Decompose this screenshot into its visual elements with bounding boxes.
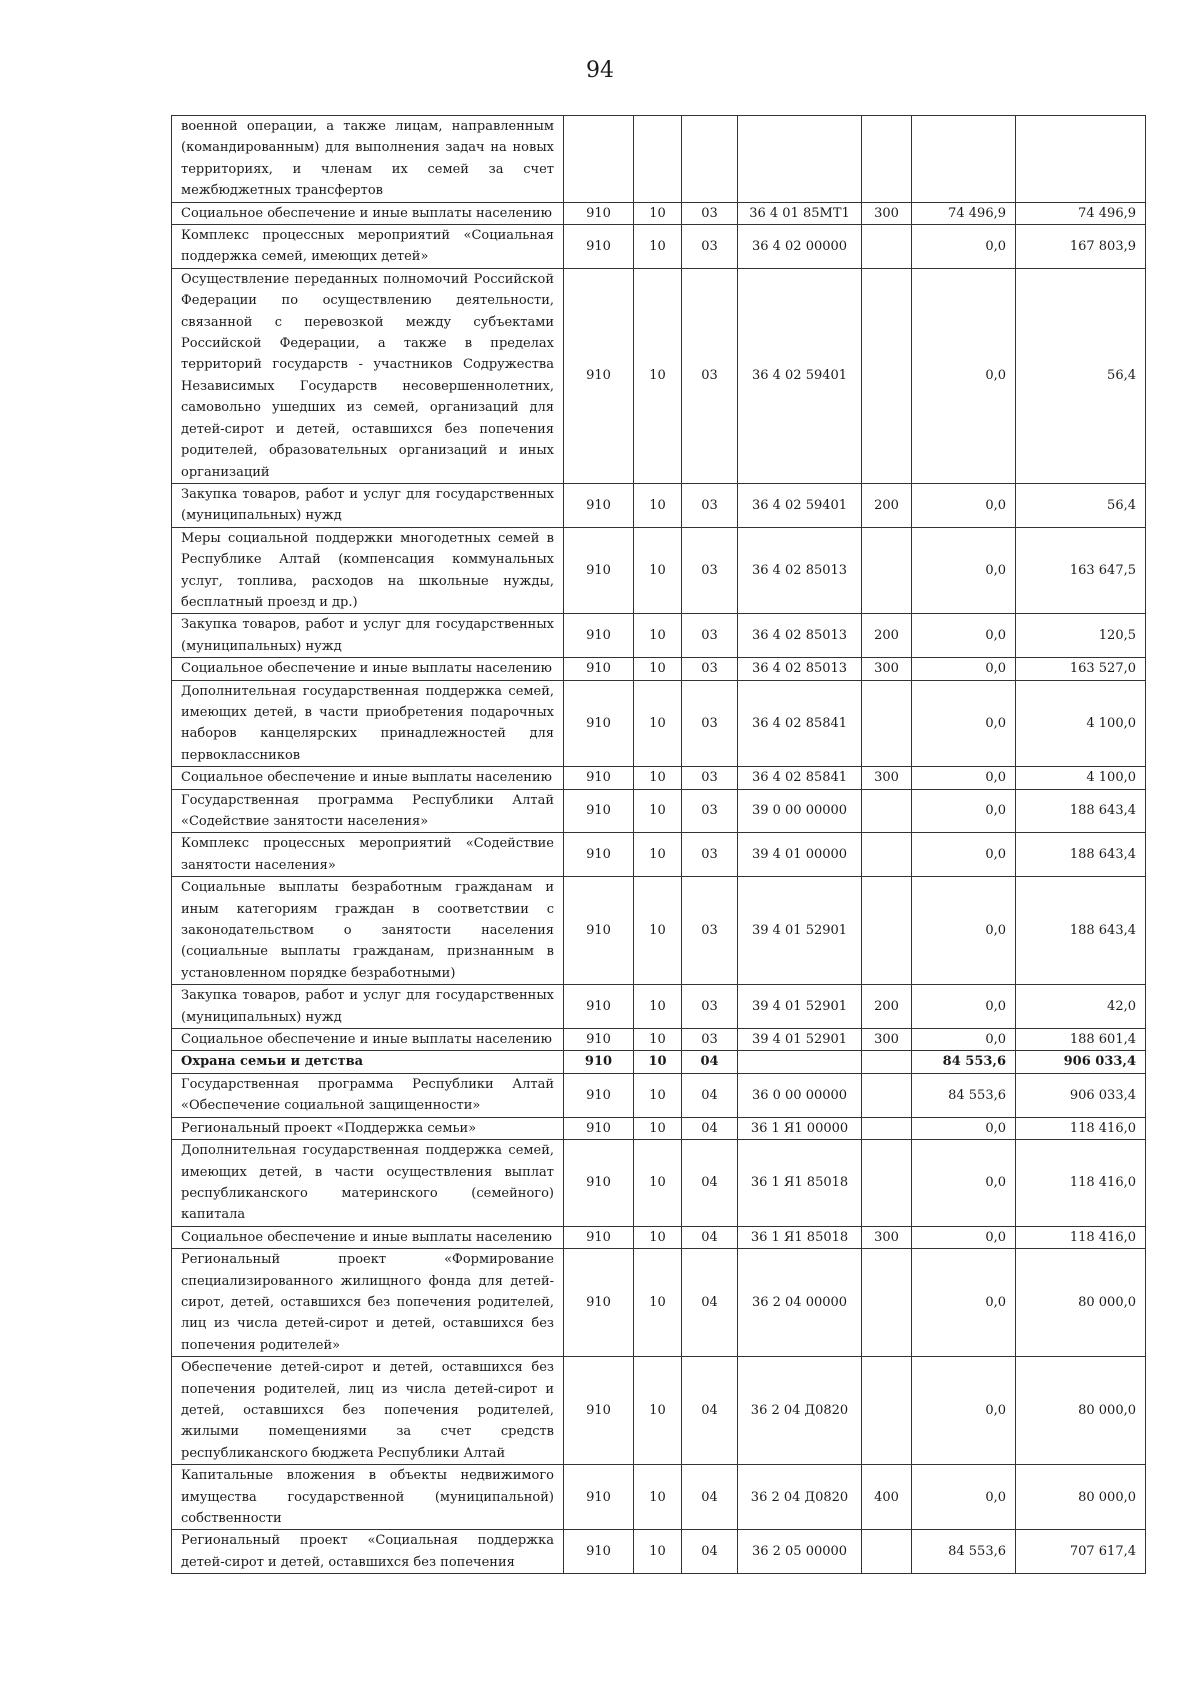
subsection-code: 03 [682,202,738,224]
grbs-code: 910 [564,1029,634,1051]
table-row [172,614,1146,658]
row-name: Обеспечение детей-сирот и детей, оставшихся без попечения родителей, лиц из числа детей-сирот и детей, оставшихся без попечения родителей, жилыми помещениями за счет средств республиканского бюджета Республики Алтай [172,1357,564,1465]
amount-total: 74 496,9 [1016,202,1146,224]
table-row [172,527,1146,614]
target-article-code: 36 4 01 85МТ1 [738,202,862,224]
amount-total: 118 416,0 [1016,1117,1146,1139]
section-code: 10 [634,1226,682,1248]
row-name: Социальное обеспечение и иные выплаты населению [172,658,564,680]
target-article-code: 36 1 Я1 85018 [738,1226,862,1248]
grbs-code: 910 [564,680,634,767]
subsection-code: 03 [682,268,738,483]
section-code: 10 [634,1530,682,1574]
expense-type-code [862,789,912,833]
grbs-code: 910 [564,789,634,833]
subsection-code: 04 [682,1226,738,1248]
amount-federal: 0,0 [912,268,1016,483]
expense-type-code [862,833,912,877]
grbs-code: 910 [564,877,634,985]
row-name: Региональный проект «Формирование специализированного жилищного фонда для детей-сирот, детей, оставшихся без попечения родителей, лиц из числа детей-сирот и детей, оставшихся без попечения родителей» [172,1249,564,1357]
target-article-code: 36 4 02 00000 [738,225,862,269]
section-code: 10 [634,202,682,224]
table-row [172,1029,1146,1051]
row-name: Социальные выплаты безработным гражданам и иным категориям граждан в соответствии с законодательством о занятости населения (социальные выплаты гражданам, признанным в установленном порядке безработными) [172,877,564,985]
grbs-code: 910 [564,1465,634,1530]
amount-total: 80 000,0 [1016,1465,1146,1530]
expense-type-code [862,877,912,985]
section-code: 10 [634,833,682,877]
row-name: Закупка товаров, работ и услуг для государственных (муниципальных) нужд [172,614,564,658]
row-name: Закупка товаров, работ и услуг для государственных (муниципальных) нужд [172,985,564,1029]
target-article-code: 36 1 Я1 00000 [738,1117,862,1139]
table-row [172,483,1146,527]
section-code: 10 [634,658,682,680]
expense-type-code: 200 [862,483,912,527]
expense-type-code [862,1051,912,1073]
table-row [172,680,1146,767]
target-article-code: 36 0 00 00000 [738,1073,862,1117]
subsection-code: 04 [682,1249,738,1357]
section-code: 10 [634,225,682,269]
section-code: 10 [634,1051,682,1073]
grbs-code: 910 [564,767,634,789]
row-name: Государственная программа Республики Алтай «Содействие занятости населения» [172,789,564,833]
amount-federal: 0,0 [912,789,1016,833]
target-article-code: 36 4 02 59401 [738,268,862,483]
amount-federal: 0,0 [912,1357,1016,1465]
amount-total: 163 527,0 [1016,658,1146,680]
subsection-code: 03 [682,658,738,680]
target-article-code: 36 2 04 00000 [738,1249,862,1357]
section-code: 10 [634,268,682,483]
subsection-code: 03 [682,985,738,1029]
section-code: 10 [634,1029,682,1051]
row-name: Капитальные вложения в объекты недвижимого имущества государственной (муниципальной) собственности [172,1465,564,1530]
amount-federal: 84 553,6 [912,1530,1016,1574]
expense-type-code [862,1073,912,1117]
amount-federal: 0,0 [912,658,1016,680]
target-article-code [738,1051,862,1073]
subsection-code: 03 [682,527,738,614]
section-code: 10 [634,789,682,833]
expense-type-code: 300 [862,1226,912,1248]
grbs-code: 910 [564,1357,634,1465]
section-code: 10 [634,614,682,658]
section-code: 10 [634,1249,682,1357]
row-name: Осуществление переданных полномочий Российской Федерации по осуществлению деятельности, связанной с перевозкой между субъектами Российской Федерации, а также в пределах территорий государств - участников Содружества Независимых Государств несовершеннолетних, самовольно ушедших из семей, организаций для детей-сирот и детей, оставшихся без попечения родителей, образовательных организаций и иных организаций [172,268,564,483]
subsection-code: 04 [682,1051,738,1073]
amount-federal: 84 553,6 [912,1051,1016,1073]
amount-total: 120,5 [1016,614,1146,658]
subsection-code: 03 [682,1029,738,1051]
grbs-code: 910 [564,483,634,527]
amount-total: 707 617,4 [1016,1530,1146,1574]
subsection-code: 03 [682,614,738,658]
section-code: 10 [634,1073,682,1117]
amount-total: 188 643,4 [1016,789,1146,833]
table-row [172,877,1146,985]
amount-total: 906 033,4 [1016,1051,1146,1073]
table-row [172,1051,1146,1073]
section-code: 10 [634,527,682,614]
row-name: Дополнительная государственная поддержка семей, имеющих детей, в части приобретения подарочных наборов канцелярских принадлежностей для первоклассников [172,680,564,767]
amount-total: 56,4 [1016,268,1146,483]
subsection-code: 04 [682,1357,738,1465]
table-row [172,1465,1146,1530]
expense-type-code [862,268,912,483]
grbs-code: 910 [564,1530,634,1574]
amount-total: 118 416,0 [1016,1226,1146,1248]
amount-total: 80 000,0 [1016,1357,1146,1465]
target-article-code: 36 4 02 85013 [738,527,862,614]
amount-federal: 0,0 [912,483,1016,527]
amount-total: 188 643,4 [1016,877,1146,985]
amount-federal: 0,0 [912,1465,1016,1530]
grbs-code: 910 [564,202,634,224]
amount-total: 118 416,0 [1016,1140,1146,1227]
row-name: Региональный проект «Поддержка семьи» [172,1117,564,1139]
table-row [172,833,1146,877]
expense-type-code [862,1530,912,1574]
grbs-code [564,116,634,203]
amount-federal: 0,0 [912,833,1016,877]
expense-type-code [862,1117,912,1139]
amount-federal: 74 496,9 [912,202,1016,224]
amount-federal: 0,0 [912,527,1016,614]
target-article-code: 36 1 Я1 85018 [738,1140,862,1227]
amount-federal: 0,0 [912,1226,1016,1248]
row-name: Закупка товаров, работ и услуг для государственных (муниципальных) нужд [172,483,564,527]
target-article-code: 36 4 02 85013 [738,658,862,680]
amount-total: 4 100,0 [1016,767,1146,789]
expense-type-code [862,680,912,767]
amount-total: 56,4 [1016,483,1146,527]
section-code: 10 [634,483,682,527]
row-name: Дополнительная государственная поддержка семей, имеющих детей, в части осуществления выплат республиканского материнского (семейного) капитала [172,1140,564,1227]
expense-type-code [862,225,912,269]
expense-type-code [862,1249,912,1357]
target-article-code: 39 0 00 00000 [738,789,862,833]
section-code: 10 [634,877,682,985]
amount-federal: 0,0 [912,767,1016,789]
table-row [172,985,1146,1029]
table-body [172,116,1146,1574]
subsection-code: 04 [682,1140,738,1227]
expense-type-code: 300 [862,202,912,224]
target-article-code: 36 2 05 00000 [738,1530,862,1574]
amount-total: 906 033,4 [1016,1073,1146,1117]
row-name: Государственная программа Республики Алтай «Обеспечение социальной защищенности» [172,1073,564,1117]
amount-federal: 84 553,6 [912,1073,1016,1117]
amount-federal: 0,0 [912,1249,1016,1357]
table-row [172,1530,1146,1574]
grbs-code: 910 [564,225,634,269]
amount-total: 167 803,9 [1016,225,1146,269]
row-name: Региональный проект «Социальная поддержка детей-сирот и детей, оставшихся без попечения [172,1530,564,1574]
table-row [172,1226,1146,1248]
row-name: Охрана семьи и детства [172,1051,564,1073]
target-article-code: 39 4 01 52901 [738,985,862,1029]
expense-type-code [862,527,912,614]
amount-total: 163 647,5 [1016,527,1146,614]
table-row [172,1249,1146,1357]
table-row [172,116,1146,203]
amount-federal: 0,0 [912,877,1016,985]
table-row [172,1117,1146,1139]
expense-type-code: 400 [862,1465,912,1530]
target-article-code: 36 4 02 85841 [738,680,862,767]
section-code: 10 [634,767,682,789]
page-number: 94 [586,58,614,83]
expense-type-code: 200 [862,614,912,658]
subsection-code: 04 [682,1117,738,1139]
amount-federal: 0,0 [912,1029,1016,1051]
amount-federal: 0,0 [912,680,1016,767]
row-name: Меры социальной поддержки многодетных семей в Республике Алтай (компенсация коммунальных услуг, топлива, расходов на школьные нужды, бесплатный проезд и др.) [172,527,564,614]
row-name: Комплекс процессных мероприятий «Содействие занятости населения» [172,833,564,877]
target-article-code: 36 4 02 59401 [738,483,862,527]
grbs-code: 910 [564,1249,634,1357]
subsection-code: 04 [682,1073,738,1117]
subsection-code: 04 [682,1465,738,1530]
section-code: 10 [634,1117,682,1139]
subsection-code: 03 [682,680,738,767]
target-article-code: 36 2 04 Д0820 [738,1465,862,1530]
table-row [172,268,1146,483]
grbs-code: 910 [564,527,634,614]
expense-type-code: 300 [862,658,912,680]
amount-federal: 0,0 [912,985,1016,1029]
target-article-code: 36 2 04 Д0820 [738,1357,862,1465]
grbs-code: 910 [564,1226,634,1248]
amount-federal: 0,0 [912,1140,1016,1227]
grbs-code: 910 [564,658,634,680]
grbs-code: 910 [564,833,634,877]
amount-total: 80 000,0 [1016,1249,1146,1357]
table-row [172,789,1146,833]
amount-federal [912,116,1016,203]
row-name: Социальное обеспечение и иные выплаты населению [172,1029,564,1051]
amount-total: 188 601,4 [1016,1029,1146,1051]
expense-type-code: 300 [862,767,912,789]
subsection-code: 03 [682,225,738,269]
amount-federal: 0,0 [912,225,1016,269]
target-article-code: 39 4 01 52901 [738,877,862,985]
grbs-code: 910 [564,1073,634,1117]
section-code: 10 [634,985,682,1029]
expense-type-code [862,1357,912,1465]
expense-type-code: 200 [862,985,912,1029]
row-name: Социальное обеспечение и иные выплаты населению [172,767,564,789]
target-article-code: 36 4 02 85841 [738,767,862,789]
amount-federal: 0,0 [912,614,1016,658]
section-code: 10 [634,1465,682,1530]
subsection-code: 03 [682,789,738,833]
subsection-code: 03 [682,767,738,789]
subsection-code: 03 [682,483,738,527]
table-row [172,1140,1146,1227]
table-row [172,1357,1146,1465]
target-article-code: 36 4 02 85013 [738,614,862,658]
section-code: 10 [634,680,682,767]
row-name: Социальное обеспечение и иные выплаты населению [172,1226,564,1248]
table-row [172,1073,1146,1117]
expense-type-code [862,116,912,203]
amount-total: 188 643,4 [1016,833,1146,877]
subsection-code: 04 [682,1530,738,1574]
target-article-code: 39 4 01 00000 [738,833,862,877]
subsection-code [682,116,738,203]
grbs-code: 910 [564,268,634,483]
amount-total: 42,0 [1016,985,1146,1029]
amount-total: 4 100,0 [1016,680,1146,767]
subsection-code: 03 [682,877,738,985]
table-row [172,225,1146,269]
budget-table [171,115,1146,1574]
row-name: военной операции, а также лицам, направленным (командированным) для выполнения задач на новых территориях, и членам их семей за счет межбюджетных трансфертов [172,116,564,203]
table-row [172,658,1146,680]
section-code: 10 [634,1140,682,1227]
amount-total [1016,116,1146,203]
section-code [634,116,682,203]
grbs-code: 910 [564,985,634,1029]
table-row [172,202,1146,224]
expense-type-code [862,1140,912,1227]
section-code: 10 [634,1357,682,1465]
grbs-code: 910 [564,1117,634,1139]
target-article-code: 39 4 01 52901 [738,1029,862,1051]
grbs-code: 910 [564,614,634,658]
row-name: Социальное обеспечение и иные выплаты населению [172,202,564,224]
grbs-code: 910 [564,1051,634,1073]
row-name: Комплекс процессных мероприятий «Социальная поддержка семей, имеющих детей» [172,225,564,269]
grbs-code: 910 [564,1140,634,1227]
amount-federal: 0,0 [912,1117,1016,1139]
expense-type-code: 300 [862,1029,912,1051]
target-article-code [738,116,862,203]
table-row [172,767,1146,789]
subsection-code: 03 [682,833,738,877]
